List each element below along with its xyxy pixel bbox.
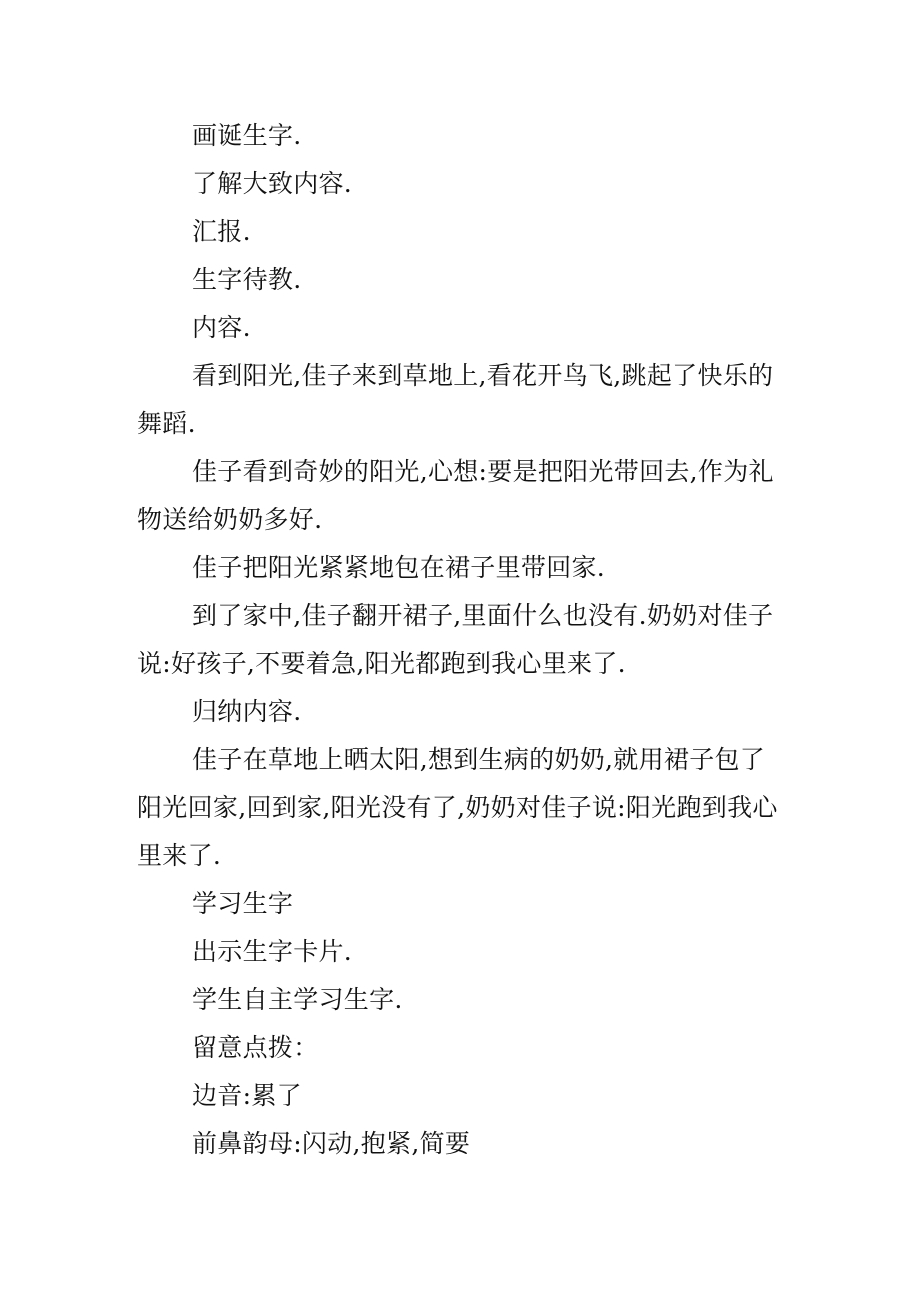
paragraph: 佳子把阳光紧紧地包在裙子里带回家.: [192, 553, 606, 582]
paragraph: 佳子在草地上晒太阳,想到生病的奶奶,就用裙子包了阳光回家,回到家,阳光没有了,奶奶对佳子说:阳光跑到我心里来了.: [137, 745, 778, 870]
paragraph: 归纳内容.: [192, 697, 302, 726]
paragraph: 内容.: [192, 313, 251, 342]
document-body: [137, 112, 785, 1168]
paragraph: 了解大致内容.: [192, 169, 353, 198]
paragraph: 画诞生字.: [192, 121, 302, 150]
section-heading: 学习生字: [192, 889, 294, 918]
paragraph: 前鼻韵母:闪动,抱紧,简要: [192, 1129, 471, 1158]
paragraph: 出示生字卡片.: [192, 937, 353, 966]
paragraph: 到了家中,佳子翻开裙子,里面什么也没有.奶奶对佳子说:好孩子,不要着急,阳光都跑到我心里来了.: [137, 601, 774, 678]
paragraph: 汇报.: [192, 217, 251, 246]
paragraph: 生字待教.: [192, 265, 302, 294]
paragraph: 看到阳光,佳子来到草地上,看花开鸟飞,跳起了快乐的舞蹈.: [137, 361, 774, 438]
paragraph: 边音:累了: [192, 1081, 302, 1110]
paragraph: 学生自主学习生字.: [192, 985, 403, 1014]
paragraph: 留意点拨：: [192, 1033, 319, 1062]
paragraph: 佳子看到奇妙的阳光,心想:要是把阳光带回去,作为礼物送给奶奶多好.: [137, 457, 774, 534]
